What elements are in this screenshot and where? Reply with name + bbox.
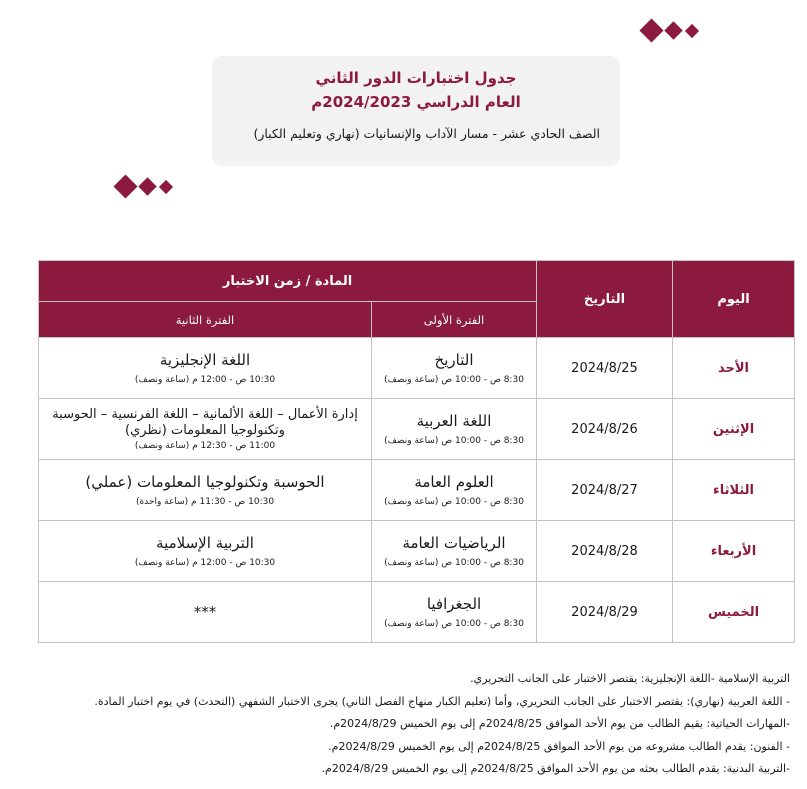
row-date: 2024/8/26 bbox=[537, 399, 673, 460]
diamond-shape bbox=[639, 18, 663, 42]
period2-time: 11:00 ص - 12:30 م (ساعة ونصف) bbox=[134, 441, 276, 451]
period1-time: 8:30 ص - 10:00 ص (ساعة ونصف) bbox=[384, 436, 524, 446]
period1-subject: الرياضيات العامة bbox=[402, 534, 506, 552]
period1-time: 8:30 ص - 10:00 ص (ساعة ونصف) bbox=[384, 375, 524, 385]
decor-diamonds-top bbox=[643, 22, 697, 39]
header-day: اليوم bbox=[673, 261, 795, 338]
page-title: جدول اختبارات الدور الثاني bbox=[315, 69, 517, 87]
header-period1: الفترة الأولى bbox=[372, 302, 537, 338]
decor-diamonds-mid bbox=[117, 178, 171, 195]
table-row bbox=[39, 338, 795, 399]
period2-subject: *** bbox=[193, 603, 217, 621]
header-date: التاريخ bbox=[537, 261, 673, 338]
diamond-shape bbox=[138, 177, 156, 195]
period1-time: 8:30 ص - 10:00 ص (ساعة ونصف) bbox=[384, 558, 524, 568]
table-row bbox=[39, 582, 795, 643]
exam-schedule-table bbox=[38, 260, 795, 643]
diamond-shape bbox=[159, 179, 173, 193]
period2-cell bbox=[39, 399, 372, 460]
table-row bbox=[39, 399, 795, 460]
header-period2: الفترة الثانية bbox=[39, 302, 372, 338]
period2-subject: الحوسبة وتكنولوجيا المعلومات (عملي) bbox=[85, 473, 325, 491]
note-line: -التربية البدنية: يقدم الطالب بحثه من يوم الأحد الموافق 2024/8/25م إلى يوم الخميس 2024/8/29م. bbox=[321, 762, 790, 775]
period2-subject: اللغة الإنجليزية bbox=[159, 351, 251, 369]
period2-cell bbox=[39, 582, 372, 643]
row-date: 2024/8/28 bbox=[537, 521, 673, 582]
period1-subject: العلوم العامة bbox=[414, 473, 494, 491]
row-day: الخميس bbox=[673, 582, 795, 643]
period1-cell bbox=[372, 582, 537, 643]
title-box bbox=[212, 56, 620, 166]
table-row bbox=[39, 460, 795, 521]
period2-time: 10:30 ص - 12:00 م (ساعة ونصف) bbox=[134, 375, 276, 385]
header-subject: المادة / زمن الاختبار bbox=[39, 261, 537, 302]
row-day: الإثنين bbox=[673, 399, 795, 460]
period1-time: 8:30 ص - 10:00 ص (ساعة ونصف) bbox=[384, 497, 524, 507]
row-date: 2024/8/29 bbox=[537, 582, 673, 643]
diamond-shape bbox=[664, 21, 682, 39]
period2-time: 10:30 ص - 12:00 م (ساعة ونصف) bbox=[134, 558, 276, 568]
period1-cell bbox=[372, 521, 537, 582]
period1-cell bbox=[372, 338, 537, 399]
period1-time: 8:30 ص - 10:00 ص (ساعة ونصف) bbox=[384, 619, 524, 629]
note-line: - اللغة العربية (نهاري): يقتصر الاختبار على الجانب التحريري، وأما (تعليم الكبار منهاج الفصل الثاني) يجرى الاختبار الشفهي (التحدث) في يوم اختبار المادة. bbox=[94, 694, 790, 708]
period1-subject: الجغرافيا bbox=[426, 595, 482, 613]
period2-subject: إدارة الأعمال – اللغة الألمانية – اللغة الفرنسية – الحوسبة وتكنولوجيا المعلومات (نظري) bbox=[52, 407, 358, 438]
period2-subject: التربية الإسلامية bbox=[156, 534, 254, 552]
row-date: 2024/8/27 bbox=[537, 460, 673, 521]
period2-time: 10:30 ص - 11:30 م (ساعة واحدة) bbox=[135, 497, 275, 507]
row-day: الثلاثاء bbox=[673, 460, 795, 521]
period1-cell bbox=[372, 460, 537, 521]
diamond-shape bbox=[113, 174, 137, 198]
notes-section bbox=[20, 668, 790, 781]
period2-cell bbox=[39, 338, 372, 399]
table-row bbox=[39, 521, 795, 582]
row-date: 2024/8/25 bbox=[537, 338, 673, 399]
page-subtitle: الصف الحادي عشر - مسار الآداب والإنسانيات (نهاري وتعليم الكبار) bbox=[253, 126, 600, 141]
note-line: التربية الإسلامية -اللغة الإنجليزية: يقتصر الاختبار على الجانب التحريري. bbox=[470, 672, 790, 685]
academic-year: العام الدراسي 2024/2023م bbox=[311, 93, 521, 111]
period2-cell bbox=[39, 521, 372, 582]
row-day: الأربعاء bbox=[673, 521, 795, 582]
period1-subject: التاريخ bbox=[434, 351, 474, 369]
row-day: الأحد bbox=[673, 338, 795, 399]
diamond-shape bbox=[685, 23, 699, 37]
note-line: - الفنون: يقدم الطالب مشروعه من يوم الأحد الموافق 2024/8/25م إلى يوم الخميس 2024/8/29م. bbox=[328, 739, 790, 753]
note-line: -المهارات الحياتية: يقيم الطالب من يوم الأحد الموافق 2024/8/25م إلى يوم الخميس 2024/8/29م. bbox=[329, 717, 790, 730]
period1-cell bbox=[372, 399, 537, 460]
period1-subject: اللغة العربية bbox=[416, 412, 492, 430]
period2-cell bbox=[39, 460, 372, 521]
